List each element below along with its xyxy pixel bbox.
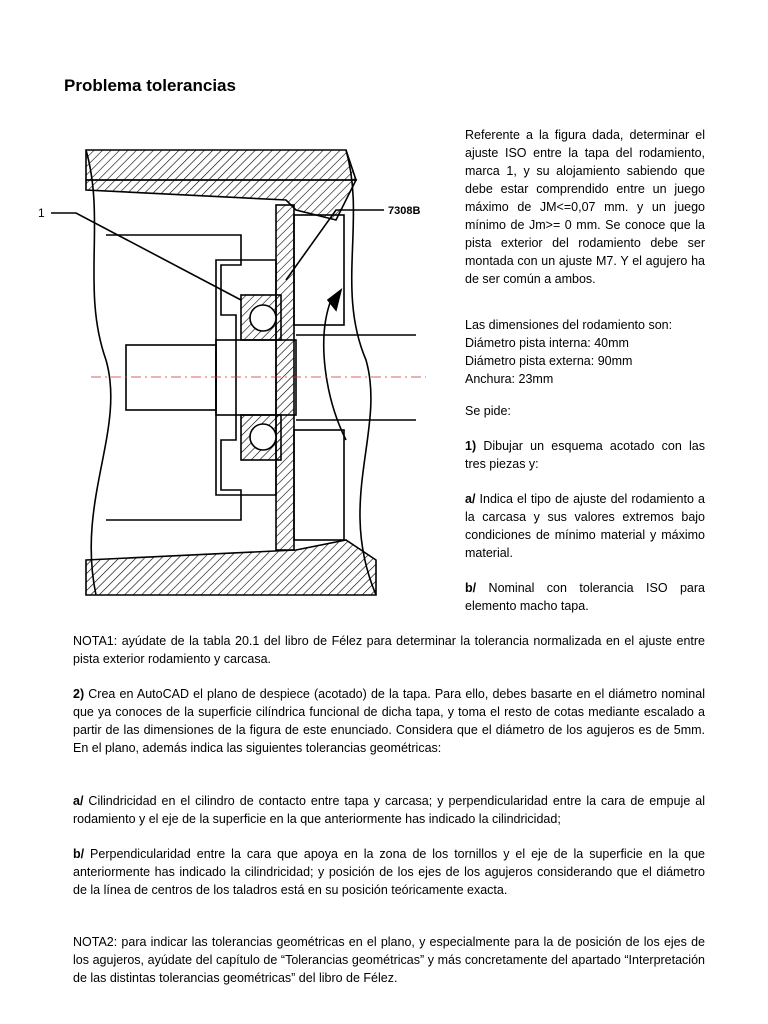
item-b bbox=[465, 579, 705, 615]
item-1 bbox=[465, 437, 705, 473]
dims-outer: Diámetro pista externa: 90mm bbox=[465, 354, 633, 368]
item-1-text: Dibujar un esquema acotado con las tres piezas y: bbox=[465, 439, 705, 471]
nota-1: NOTA1: ayúdate de la tabla 20.1 del libro de Félez para determinar la tolerancia normalizada en el ajuste entre pista exterior rodamiento y carcasa. bbox=[73, 634, 705, 666]
se-pide: Se pide: bbox=[465, 404, 511, 418]
item-a bbox=[465, 490, 705, 562]
intro-paragraph: Referente a la figura dada, determinar el ajuste ISO entre la tapa del rodamiento, marca 1, y su alojamiento sabiendo que debe estar comprendido entre un juego máximo de JM<=0,07 mm. y un juego mínimo de Jm>= 0 mm. Se conoce que la pista exterior del rodamiento debe ser montada con un ajuste M7. Y el agujero ha de ser común a ambos. bbox=[465, 128, 705, 286]
bearing-assembly-drawing bbox=[36, 140, 446, 610]
nota-2: NOTA2: para indicar las tolerancias geométricas en el plano, y especialmente para la de posición de los ejes de los agujeros, ayúdate del capítulo de “Tolerancias geométricas” y más concretamente del apartado “Interpretación de las distintas tolerancias geométricas” del libro de Félez. bbox=[73, 935, 705, 985]
item-a-text: Indica el tipo de ajuste del rodamiento a la carcasa y sus valores extremos bajo condiciones de mínimo material y máximo material. bbox=[465, 492, 705, 560]
item-2b-label: b/ bbox=[73, 847, 85, 861]
item-2 bbox=[73, 685, 705, 757]
page-title: Problema tolerancias bbox=[64, 76, 236, 95]
item-a-label: a/ bbox=[465, 492, 476, 506]
item-1-label: 1) bbox=[465, 439, 477, 453]
item-2a bbox=[73, 792, 705, 828]
dims-inner: Diámetro pista interna: 40mm bbox=[465, 336, 629, 350]
dims-width: Anchura: 23mm bbox=[465, 372, 554, 386]
item-2b-text: Perpendicularidad entre la cara que apoya en la zona de los tornillos y el eje de la superficie en la que anteriormente has indicado la cilindricidad; y posición de los ejes de los agujeros considerando que el diámetro de la línea de centros de los taladros está en su posición teóricamente exacta. bbox=[73, 847, 705, 897]
bearing-dimensions bbox=[465, 316, 705, 388]
item-b-label: b/ bbox=[465, 581, 477, 595]
item-2-label: 2) bbox=[73, 687, 85, 701]
item-2a-text: Cilindricidad en el cilindro de contacto entre tapa y carcasa; y perpendicularidad entre la cara de empuje al rodamiento y el eje de la superficie en la que anteriormente has indicado la cilindricidad; bbox=[73, 794, 705, 826]
item-2-text: Crea en AutoCAD el plano de despiece (acotado) de la tapa. Para ello, debes basarte en el diámetro nominal que ya conoces de la superficie cilíndrica funcional de dicha tapa, y toma el resto de cotas mediante escalado a partir de las dimensiones de la figura de este enunciado. Considera que el diámetro de los agujeros es de 5mm. En el plano, además indica las siguientes tolerancias geométricas: bbox=[73, 687, 705, 755]
part-mark-label: 1 bbox=[38, 206, 45, 220]
dims-heading: Las dimensiones del rodamiento son: bbox=[465, 318, 673, 332]
item-2a-label: a/ bbox=[73, 794, 84, 808]
bearing-label: 7308B bbox=[388, 205, 421, 217]
item-b-text: Nominal con tolerancia ISO para elemento macho tapa. bbox=[465, 581, 705, 613]
item-2b bbox=[73, 845, 705, 899]
